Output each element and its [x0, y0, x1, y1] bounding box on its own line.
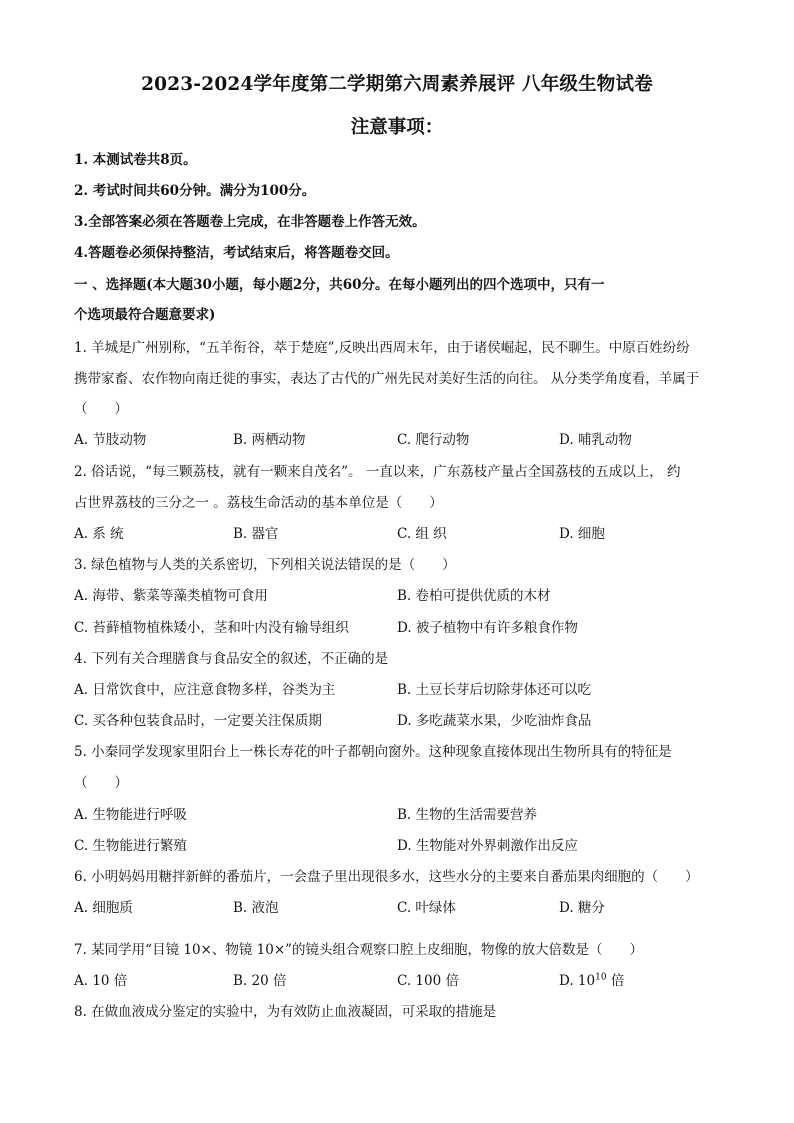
notice-item: 4.答题卷必须保持整洁，考试结束后，将答题卷交回。 [74, 245, 399, 261]
question-2-option-b: B. 器官 [233, 526, 279, 542]
question-1-text: （ ） [74, 401, 128, 417]
question-1-option-a: A. 节肢动物 [74, 432, 147, 448]
question-3-option-b: B. 卷柏可提供优质的木材 [397, 588, 551, 604]
question-1-option-c: C. 爬行动物 [397, 432, 470, 448]
question-7-option-d-suffix: 倍 [606, 973, 625, 989]
question-4-option-a: A. 日常饮食中，应注意食物多样，谷类为主 [74, 682, 336, 698]
question-5-option-a: A. 生物能进行呼吸 [74, 807, 187, 823]
question-1-option-b: B. 两栖动物 [233, 432, 306, 448]
question-7-option-a: A. 10 倍 [74, 973, 128, 989]
question-7-option-d-base: D. 10 [559, 973, 596, 989]
question-8-text: 8. 在做血液成分鉴定的实验中，为有效防止血液凝固，可采取的措施是 [74, 1004, 497, 1020]
question-3-option-c: C. 苔藓植物植株矮小，茎和叶内没有输导组织 [74, 620, 349, 636]
question-6-text: 6. 小明妈妈用糖拌新鲜的番茄片，一会盘子里出现很多水，这些水分的主要来自番茄果肉细胞的（ ） [74, 869, 699, 885]
question-3-option-a: A. 海带、紫菜等藻类植物可食用 [74, 588, 268, 604]
question-7-option-c: C. 100 倍 [397, 973, 459, 989]
question-5-option-d: D. 生物能对外界刺激作出反应 [397, 838, 578, 854]
question-5-option-c: C. 生物能进行繁殖 [74, 838, 187, 854]
question-6-option-c: C. 叶绿体 [397, 900, 456, 916]
question-2-option-c: C. 组 织 [397, 526, 447, 542]
question-4-text: 4. 下列有关合理膳食与食品安全的叙述，不正确的是 [74, 651, 389, 667]
question-7-option-d-exponent: 10 [595, 972, 607, 983]
question-6-option-a: A. 细胞质 [74, 900, 133, 916]
question-2-option-a: A. 系 统 [74, 526, 124, 542]
question-3-option-d: D. 被子植物中有许多粮食作物 [397, 620, 578, 636]
question-2-text: 2. 俗话说，“每三颗荔枝，就有一颗来自茂名”。 一直以来，广东荔枝产量占全国荔枝的五成以上， 约 [74, 464, 681, 480]
notice-item: 2. 考试时间共60分钟。满分为100分。 [74, 183, 316, 199]
question-3-text: 3. 绿色植物与人类的关系密切，下列相关说法错误的是（ ） [74, 557, 456, 573]
question-4-option-b: B. 土豆长芽后切除芽体还可以吃 [397, 682, 592, 698]
question-5-text: （ ） [74, 775, 128, 791]
question-7-option-b: B. 20 倍 [233, 973, 287, 989]
question-4-option-c: C. 买各种包装食品时，一定要关注保质期 [74, 713, 322, 729]
notice-title: 注意事项： [350, 117, 444, 138]
page-title: 2023-2024学年度第二学期第六周素养展评 八年级生物试卷 [141, 74, 653, 95]
question-4-option-d: D. 多吃蔬菜水果，少吃油炸食品 [397, 713, 592, 729]
question-2-text: 占世界荔枝的三分之一 。荔枝生命活动的基本单位是（ ） [74, 495, 443, 511]
question-6-option-d: D. 糖分 [559, 900, 605, 916]
question-1-option-d: D. 哺乳动物 [559, 432, 632, 448]
question-1-text: 1. 羊城是广州别称，“五羊衔谷，萃于楚庭”,反映出西周末年，由于诸侯崛起，民不聊生。中原百姓纷纷 [74, 340, 690, 356]
question-5-text: 5. 小秦同学发现家里阳台上一株长寿花的叶子都朝向窗外。这种现象直接体现出生物所具有的特征是 [74, 744, 672, 760]
section-heading: 一 、选择题(本大题30小题，每小题2分，共60分。在每小题列出的四个选项中，只有一 [74, 277, 605, 293]
section-heading-cont: 个选项最符合题意要求) [74, 307, 216, 323]
question-5-option-b: B. 生物的生活需要营养 [397, 807, 538, 823]
question-6-option-b: B. 液泡 [233, 900, 279, 916]
question-7-text: 7. 某同学用“目镜 10×、物镜 10×”的镜头组合观察口腔上皮细胞，物像的放大倍数是（ ） [74, 942, 644, 958]
notice-item: 3.全部答案必须在答题卷上完成，在非答题卷上作答无效。 [74, 214, 426, 230]
notice-item: 1. 本测试卷共8页。 [74, 152, 197, 168]
question-2-option-d: D. 细胞 [559, 526, 605, 542]
question-7-option-d [559, 971, 624, 991]
question-1-text: 携带家畜、农作物向南迁徙的事实，表达了古代的广州先民对美好生活的向往。 从分类学角度看，羊属于 [74, 371, 700, 387]
